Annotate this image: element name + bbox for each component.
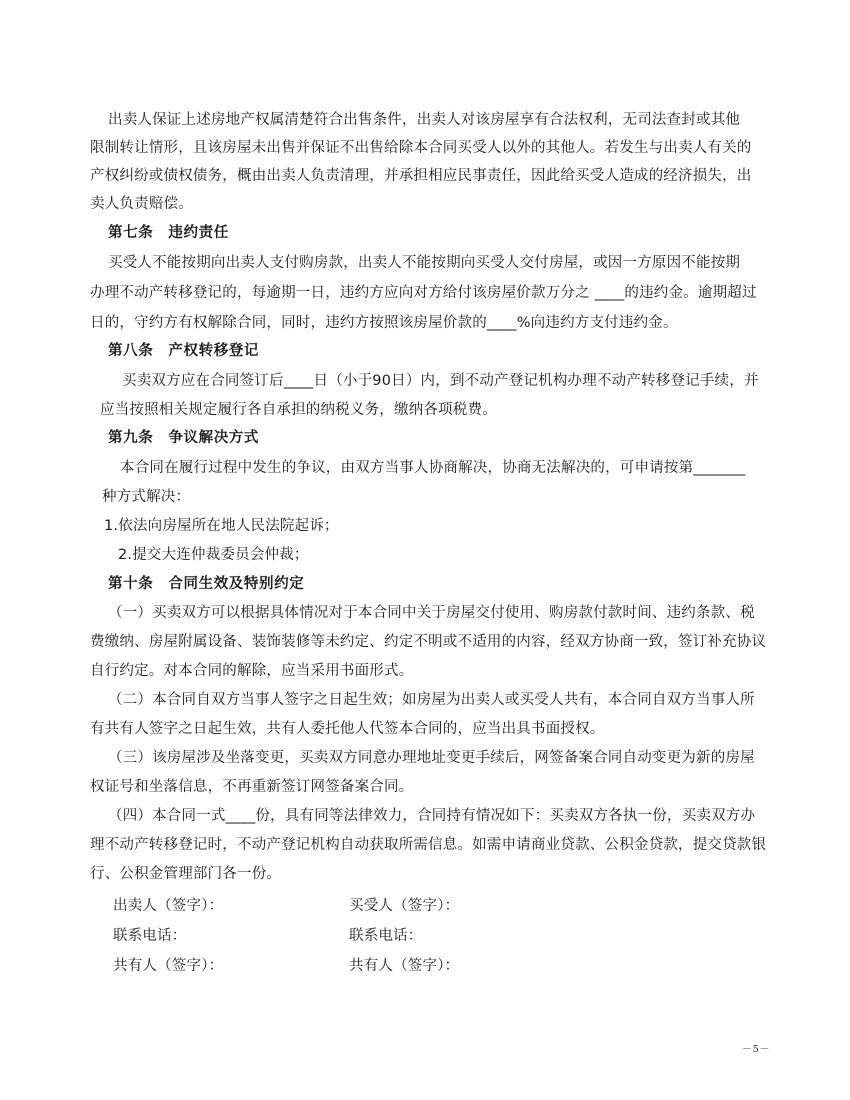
buyer-coowner-label: 共有人（签字）：	[349, 958, 460, 974]
buyer-signature-label: 买受人（签字）：	[349, 898, 460, 914]
article-10-line-2: 费缴纳、房屋附属设备、装饰装修等未约定、约定不明或不适用的内容，经双方协商一致，签订补充协议	[90, 634, 767, 650]
article-10-line-8: （四）本合同一式____份，具有同等法律效力，合同持有情况如下：买卖双方各执一份，买卖双方办	[108, 808, 756, 824]
p6-line-4: 卖人负责赔偿。	[90, 196, 193, 212]
buyer-phone-label: 联系电话：	[349, 928, 423, 944]
article-9-option-1: 1.依法向房屋所在地人民法院起诉；	[104, 518, 339, 534]
p6-line-1: 出卖人保证上述房地产权属清楚符合出售条件，出卖人对该房屋享有合法权利，无司法查封或其他	[108, 112, 741, 128]
article-10-line-5: 有共有人签字之日起生效，共有人委托他人代签本合同的，应当出具书面授权。	[90, 721, 605, 737]
article-10-line-9: 理不动产转移登记时，不动产登记机构自动获取所需信息。如需申请商业贷款、公积金贷款，提交贷款银	[90, 837, 767, 853]
seller-coowner-label: 共有人（签字）：	[113, 958, 224, 974]
article-10-line-4: （二）本合同自双方当事人签字之日起生效；如房屋为出卖人或买受人共有，本合同自双方当事人所	[108, 692, 755, 708]
article-10-line-7: 权证号和坐落信息，不再重新签订网签备案合同。	[90, 779, 414, 795]
article-10-line-3: 自行约定。对本合同的解除，应当采用书面形式。	[90, 663, 414, 679]
article-10-line-1: （一）买卖双方可以根据具体情况对于本合同中关于房屋交付使用、购房款付款时间、违约条款、税	[108, 605, 755, 621]
article-10-heading: 第十条 合同生效及特别约定	[108, 576, 305, 592]
article-7-line-1: 买受人不能按期向出卖人支付购房款，出卖人不能按期向买受人交付房屋，或因一方原因不能按期	[108, 255, 741, 271]
seller-phone-label: 联系电话：	[113, 928, 187, 944]
article-8-line-2: 应当按照相关规定履行各自承担的纳税义务，缴纳各项税费。	[100, 402, 497, 418]
article-8-heading: 第八条 产权转移登记	[108, 343, 259, 359]
article-10-line-10: 行、公积金管理部门各一份。	[90, 866, 282, 882]
seller-signature-label: 出卖人（签字）：	[113, 898, 224, 914]
page-number: －5－	[742, 1044, 771, 1055]
article-8-line-1: 买卖双方应在合同签订后____日（小于90日）内，到不动产登记机构办理不动产转移登记手续，并	[122, 373, 759, 389]
article-9-line-2: 种方式解决：	[102, 489, 191, 505]
article-7-line-3: 日的，守约方有权解除合同，同时，违约方按照该房屋价款的____%向违约方支付违约金。	[90, 315, 678, 331]
p6-line-2: 限制转让情形，且该房屋未出售并保证不出售给除本合同买受人以外的其他人。若发生与出卖人有关的	[90, 140, 752, 156]
article-10-line-6: （三）该房屋涉及坐落变更，买卖双方同意办理地址变更手续后，网签备案合同自动变更为新的房屋	[108, 750, 755, 766]
article-7-heading: 第七条 违约责任	[108, 225, 229, 241]
article-9-option-2: 2.提交大连仲裁委员会仲裁；	[118, 547, 309, 563]
article-9-heading: 第九条 争议解决方式	[108, 430, 259, 446]
p6-line-3: 产权纠纷或债权债务，概由出卖人负责清理，并承担相应民事责任，因此给买受人造成的经济损失，出	[90, 168, 752, 184]
article-7-line-2: 办理不动产转移登记的，每逾期一日，违约方应向对方给付该房屋价款万分之 ____的违约金。逾期超过	[90, 285, 757, 301]
article-9-line-1: 本合同在履行过程中发生的争议，由双方当事人协商解决，协商无法解决的，可申请按第_______	[120, 460, 746, 476]
